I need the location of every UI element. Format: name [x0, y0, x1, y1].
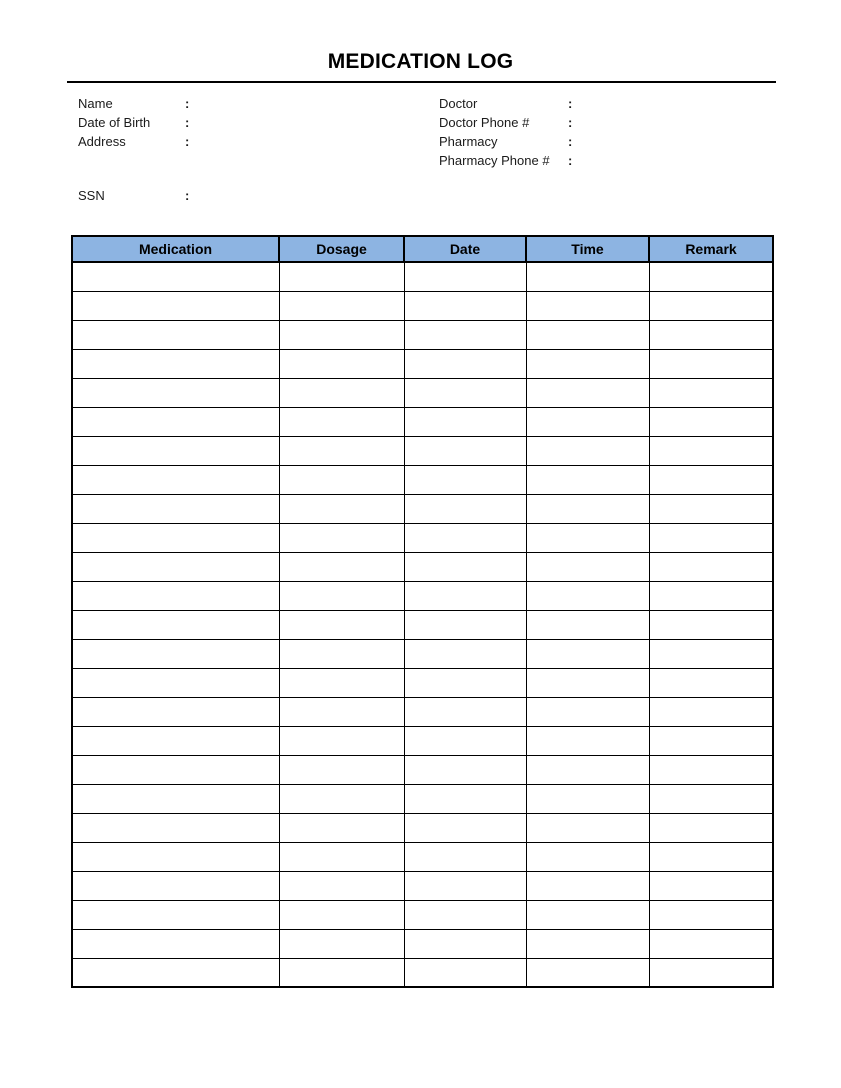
cell-dosage-row-19[interactable]: [279, 784, 404, 813]
cell-remark-row-15[interactable]: [649, 668, 773, 697]
pharmacy-label: Pharmacy: [439, 134, 498, 149]
table-row: [72, 697, 773, 726]
cell-remark-row-22[interactable]: [649, 871, 773, 900]
cell-medication-row-9[interactable]: [72, 494, 279, 523]
cell-medication-row-25[interactable]: [72, 958, 279, 987]
cell-date-row-13[interactable]: [404, 610, 526, 639]
medication-table-header: [72, 236, 773, 262]
cell-dosage-row-8[interactable]: [279, 465, 404, 494]
name-field-row: [78, 94, 317, 113]
cell-dosage-row-5[interactable]: [279, 378, 404, 407]
cell-medication-row-17[interactable]: [72, 726, 279, 755]
table-row: [72, 407, 773, 436]
cell-remark-row-19[interactable]: [649, 784, 773, 813]
cell-dosage-row-22[interactable]: [279, 871, 404, 900]
cell-medication-row-3[interactable]: [72, 320, 279, 349]
cell-date-row-9[interactable]: [404, 494, 526, 523]
table-row: [72, 900, 773, 929]
column-header-remark: Remark: [649, 236, 773, 262]
cell-remark-row-14[interactable]: [649, 639, 773, 668]
address-label: Address: [78, 134, 126, 149]
cell-medication-row-20[interactable]: [72, 813, 279, 842]
cell-date-row-22[interactable]: [404, 871, 526, 900]
cell-dosage-row-18[interactable]: [279, 755, 404, 784]
cell-remark-row-11[interactable]: [649, 552, 773, 581]
table-row: [72, 291, 773, 320]
pharmacy-value[interactable]: [580, 133, 700, 150]
cell-medication-row-12[interactable]: [72, 581, 279, 610]
pharmacy-field-row: [439, 132, 700, 151]
ssn-section: [78, 186, 317, 205]
name-separator: :: [185, 96, 190, 111]
cell-remark-row-3[interactable]: [649, 320, 773, 349]
cell-remark-row-23[interactable]: [649, 900, 773, 929]
cell-dosage-row-12[interactable]: [279, 581, 404, 610]
pharmacy-phone-separator: :: [568, 153, 573, 168]
medication-log-table: [71, 235, 774, 988]
cell-remark-row-21[interactable]: [649, 842, 773, 871]
doctor-phone-label: Doctor Phone #: [439, 115, 530, 130]
cell-medication-row-7[interactable]: [72, 436, 279, 465]
cell-remark-row-24[interactable]: [649, 929, 773, 958]
cell-medication-row-19[interactable]: [72, 784, 279, 813]
cell-medication-row-23[interactable]: [72, 900, 279, 929]
doctor-label: Doctor: [439, 96, 478, 111]
cell-date-row-16[interactable]: [404, 697, 526, 726]
patient-info-left: [78, 94, 317, 151]
cell-dosage-row-1[interactable]: [279, 262, 404, 291]
cell-date-row-19[interactable]: [404, 784, 526, 813]
pharmacy-separator: :: [568, 134, 573, 149]
cell-time-row-14[interactable]: [526, 639, 649, 668]
table-row: [72, 755, 773, 784]
cell-remark-row-8[interactable]: [649, 465, 773, 494]
cell-medication-row-4[interactable]: [72, 349, 279, 378]
cell-remark-row-12[interactable]: [649, 581, 773, 610]
pharmacy-phone-label: Pharmacy Phone #: [439, 153, 550, 168]
cell-time-row-10[interactable]: [526, 523, 649, 552]
title-divider: [67, 81, 776, 83]
date-of-birth-label: Date of Birth: [78, 115, 151, 130]
table-row: [72, 813, 773, 842]
pharmacy-phone-field-row: [439, 151, 700, 170]
cell-dosage-row-14[interactable]: [279, 639, 404, 668]
name-value[interactable]: [197, 95, 317, 112]
cell-dosage-row-4[interactable]: [279, 349, 404, 378]
cell-time-row-24[interactable]: [526, 929, 649, 958]
cell-time-row-3[interactable]: [526, 320, 649, 349]
date-of-birth-value[interactable]: [197, 114, 317, 131]
cell-time-row-23[interactable]: [526, 900, 649, 929]
table-row: [72, 436, 773, 465]
cell-date-row-1[interactable]: [404, 262, 526, 291]
cell-time-row-21[interactable]: [526, 842, 649, 871]
cell-medication-row-11[interactable]: [72, 552, 279, 581]
cell-dosage-row-6[interactable]: [279, 407, 404, 436]
cell-time-row-5[interactable]: [526, 378, 649, 407]
cell-dosage-row-10[interactable]: [279, 523, 404, 552]
doctor-phone-field-row: [439, 113, 700, 132]
cell-time-row-15[interactable]: [526, 668, 649, 697]
cell-date-row-7[interactable]: [404, 436, 526, 465]
cell-medication-row-13[interactable]: [72, 610, 279, 639]
table-row: [72, 349, 773, 378]
column-header-date: Date: [404, 236, 526, 262]
cell-date-row-17[interactable]: [404, 726, 526, 755]
cell-date-row-4[interactable]: [404, 349, 526, 378]
table-row: [72, 378, 773, 407]
ssn-field-row: [78, 186, 317, 205]
cell-time-row-11[interactable]: [526, 552, 649, 581]
cell-medication-row-1[interactable]: [72, 262, 279, 291]
cell-remark-row-25[interactable]: [649, 958, 773, 987]
cell-time-row-7[interactable]: [526, 436, 649, 465]
ssn-separator: :: [185, 188, 190, 203]
cell-date-row-25[interactable]: [404, 958, 526, 987]
table-row: [72, 320, 773, 349]
cell-medication-row-22[interactable]: [72, 871, 279, 900]
cell-time-row-8[interactable]: [526, 465, 649, 494]
cell-date-row-6[interactable]: [404, 407, 526, 436]
cell-medication-row-18[interactable]: [72, 755, 279, 784]
cell-dosage-row-13[interactable]: [279, 610, 404, 639]
cell-time-row-1[interactable]: [526, 262, 649, 291]
cell-dosage-row-7[interactable]: [279, 436, 404, 465]
cell-medication-row-24[interactable]: [72, 929, 279, 958]
table-row: [72, 465, 773, 494]
table-row: [72, 784, 773, 813]
table-row: [72, 871, 773, 900]
cell-dosage-row-16[interactable]: [279, 697, 404, 726]
ssn-label: SSN: [78, 188, 105, 203]
table-row: [72, 842, 773, 871]
column-header-time: Time: [526, 236, 649, 262]
cell-medication-row-14[interactable]: [72, 639, 279, 668]
table-row: [72, 668, 773, 697]
table-row: [72, 639, 773, 668]
doctor-phone-value[interactable]: [580, 114, 700, 131]
cell-remark-row-13[interactable]: [649, 610, 773, 639]
cell-remark-row-17[interactable]: [649, 726, 773, 755]
date-of-birth-separator: :: [185, 115, 190, 130]
doctor-phone-separator: :: [568, 115, 573, 130]
doctor-value[interactable]: [580, 95, 700, 112]
cell-remark-row-2[interactable]: [649, 291, 773, 320]
cell-time-row-22[interactable]: [526, 871, 649, 900]
cell-remark-row-7[interactable]: [649, 436, 773, 465]
table-row: [72, 958, 773, 987]
cell-medication-row-5[interactable]: [72, 378, 279, 407]
cell-remark-row-20[interactable]: [649, 813, 773, 842]
cell-date-row-12[interactable]: [404, 581, 526, 610]
cell-time-row-6[interactable]: [526, 407, 649, 436]
column-header-dosage: Dosage: [279, 236, 404, 262]
cell-dosage-row-2[interactable]: [279, 291, 404, 320]
cell-dosage-row-9[interactable]: [279, 494, 404, 523]
page-title: MEDICATION LOG: [327, 50, 514, 73]
cell-dosage-row-20[interactable]: [279, 813, 404, 842]
address-field-row: [78, 132, 317, 151]
cell-date-row-18[interactable]: [404, 755, 526, 784]
cell-remark-row-1[interactable]: [649, 262, 773, 291]
cell-time-row-2[interactable]: [526, 291, 649, 320]
cell-medication-row-2[interactable]: [72, 291, 279, 320]
cell-medication-row-16[interactable]: [72, 697, 279, 726]
cell-time-row-19[interactable]: [526, 784, 649, 813]
doctor-separator: :: [568, 96, 573, 111]
cell-remark-row-4[interactable]: [649, 349, 773, 378]
cell-dosage-row-17[interactable]: [279, 726, 404, 755]
cell-date-row-21[interactable]: [404, 842, 526, 871]
table-row: [72, 581, 773, 610]
cell-dosage-row-11[interactable]: [279, 552, 404, 581]
table-row: [72, 610, 773, 639]
cell-date-row-23[interactable]: [404, 900, 526, 929]
table-row: [72, 262, 773, 291]
cell-dosage-row-15[interactable]: [279, 668, 404, 697]
cell-dosage-row-3[interactable]: [279, 320, 404, 349]
cell-time-row-16[interactable]: [526, 697, 649, 726]
cell-time-row-18[interactable]: [526, 755, 649, 784]
cell-dosage-row-21[interactable]: [279, 842, 404, 871]
cell-date-row-10[interactable]: [404, 523, 526, 552]
ssn-value[interactable]: [197, 187, 317, 204]
cell-remark-row-18[interactable]: [649, 755, 773, 784]
column-header-medication: Medication: [72, 236, 279, 262]
cell-time-row-20[interactable]: [526, 813, 649, 842]
date-of-birth-field-row: [78, 113, 317, 132]
name-label: Name: [78, 96, 113, 111]
cell-medication-row-10[interactable]: [72, 523, 279, 552]
cell-medication-row-6[interactable]: [72, 407, 279, 436]
cell-date-row-5[interactable]: [404, 378, 526, 407]
cell-date-row-20[interactable]: [404, 813, 526, 842]
cell-date-row-24[interactable]: [404, 929, 526, 958]
cell-remark-row-16[interactable]: [649, 697, 773, 726]
cell-remark-row-5[interactable]: [649, 378, 773, 407]
table-row: [72, 552, 773, 581]
table-row: [72, 494, 773, 523]
cell-time-row-13[interactable]: [526, 610, 649, 639]
cell-medication-row-21[interactable]: [72, 842, 279, 871]
cell-time-row-9[interactable]: [526, 494, 649, 523]
cell-date-row-15[interactable]: [404, 668, 526, 697]
table-row: [72, 523, 773, 552]
doctor-field-row: [439, 94, 700, 113]
address-value[interactable]: [197, 133, 317, 150]
pharmacy-phone-value[interactable]: [580, 152, 700, 169]
patient-info-right: [439, 94, 700, 170]
cell-date-row-11[interactable]: [404, 552, 526, 581]
cell-dosage-row-24[interactable]: [279, 929, 404, 958]
cell-remark-row-9[interactable]: [649, 494, 773, 523]
table-row: [72, 726, 773, 755]
cell-time-row-17[interactable]: [526, 726, 649, 755]
cell-date-row-3[interactable]: [404, 320, 526, 349]
cell-medication-row-15[interactable]: [72, 668, 279, 697]
header-row: [72, 236, 773, 262]
cell-date-row-14[interactable]: [404, 639, 526, 668]
cell-time-row-25[interactable]: [526, 958, 649, 987]
cell-dosage-row-23[interactable]: [279, 900, 404, 929]
address-separator: :: [185, 134, 190, 149]
cell-remark-row-10[interactable]: [649, 523, 773, 552]
cell-medication-row-8[interactable]: [72, 465, 279, 494]
cell-remark-row-6[interactable]: [649, 407, 773, 436]
cell-dosage-row-25[interactable]: [279, 958, 404, 987]
cell-time-row-4[interactable]: [526, 349, 649, 378]
cell-date-row-2[interactable]: [404, 291, 526, 320]
cell-time-row-12[interactable]: [526, 581, 649, 610]
table-row: [72, 929, 773, 958]
cell-date-row-8[interactable]: [404, 465, 526, 494]
medication-table-body: [72, 262, 773, 987]
